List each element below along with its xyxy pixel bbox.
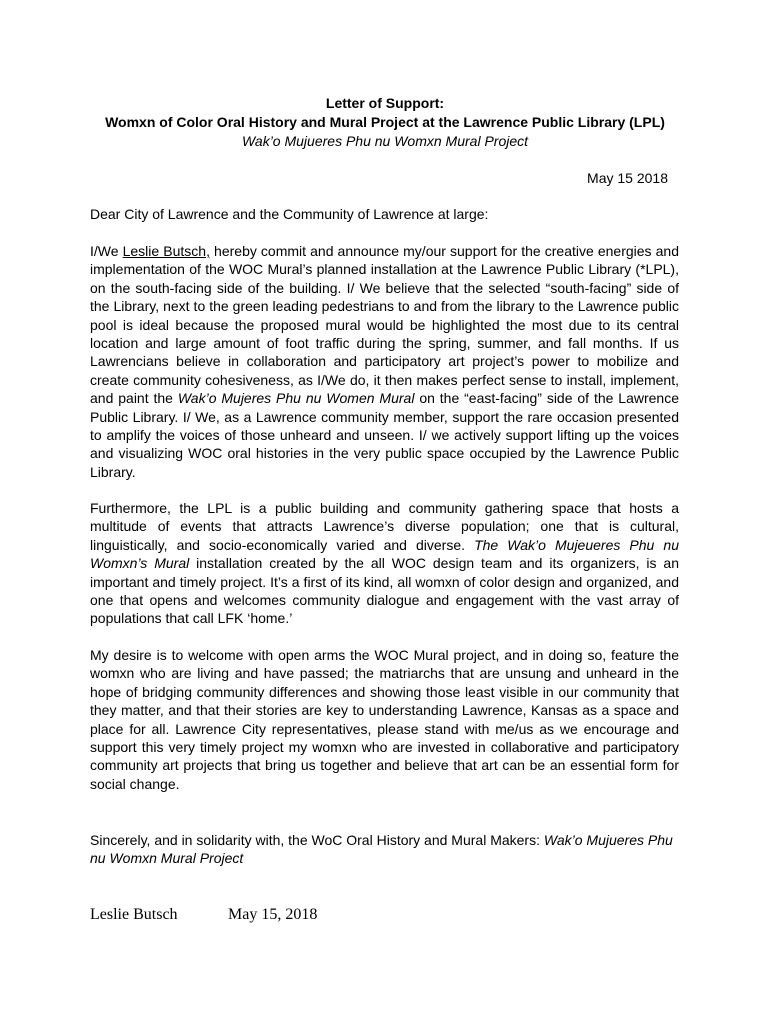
letter-date: May 15 2018 xyxy=(587,170,668,186)
letter-heading: Letter of Support: xyxy=(325,95,445,111)
paragraph-furthermore-text-1: Furthermore, the LPL is a public building and community gathering space that hosts a multitude of events that attracts Lawrence’s diverse population; one that is cultural, linguistically, and socio-economically varied and diverse. xyxy=(90,500,679,553)
closing-text: Sincerely, and in solidarity with, the WoC Oral History and Mural Makers: xyxy=(90,832,544,848)
mural-name-italic-2: The Wak’o Mujeueres Phu nu Womxn’s Mural xyxy=(90,536,679,572)
signature-name: Leslie Butsch xyxy=(90,906,178,923)
closing-project-name: Wak’o Mujueres Phu nu Womxn Mural Project xyxy=(90,832,673,867)
signature-date: May 15, 2018 xyxy=(228,906,318,923)
signature-line xyxy=(90,903,690,927)
paragraph-furthermore xyxy=(90,499,679,628)
paragraph-furthermore-text-2: installation created by the all WOC design team and its organizers, is an important and timely project. It’s a first of its kind, all womxn of color design and organized, and one that opens and welcomes community dialogue and engagement with the vast array of populations that call LFK ‘home.’ xyxy=(90,555,680,627)
salutation: Dear City of Lawrence and the Community of Lawrence at large: xyxy=(90,206,489,222)
closing xyxy=(90,831,679,868)
signer-name-underlined: Leslie Butsch, xyxy=(122,243,210,259)
paragraph-support-text-3: on the “east-facing” side of the Lawrence Public Library. I/ We, as a Lawrence community member, support the rare occasion presented to amplify the voices of those unheard and unseen. I/ we actively support lifting up the voices and visualizing WOC oral histories in the very public space occupied by the Lawrence Public Library. xyxy=(90,390,680,480)
project-title: Womxn of Color Oral History and Mural Project at the Lawrence Public Library (LPL) xyxy=(105,114,665,130)
paragraph-support xyxy=(90,242,679,481)
mural-name-italic: Wak’o Mujeres Phu nu Women Mural xyxy=(177,390,415,407)
paragraph-desire: My desire is to welcome with open arms the WOC Mural project, and in doing so, feature the womxn who are living and have passed; the matriarchs that are unsung and unheard in the hope of bridging community differences and showing those least visible in our community that they matter, and that their stories are key to understanding Lawrence, Kansas as a space and place for all. Lawrence City representatives, please stand with me/us as we encourage and support this very timely project my womxn who are invested in collaborative and participatory community art projects that bring us together and believe that art can be an essential form for social change. xyxy=(90,647,679,792)
paragraph-support-text-1: I/We xyxy=(90,243,123,259)
project-subtitle: Wak’o Mujueres Phu nu Womxn Mural Project xyxy=(241,133,529,149)
paragraph-support-text-2: hereby commit and announce my/our support for the creative energies and implementation of the WOC Mural’s planned installation at the Lawrence Public Library (*LPL), on the south-facing side of the building. I/ We believe that the selected “south-facing” side of the Library, next to the green leading pedestrians to and from the library to the Lawrence public pool is ideal because the proposed mural would be highlighted the most due to its central location and large amount of foot traffic during the spring, summer, and fall months. If us Lawrencians believe in collaboration and participatory art project’s power to mobilize and create community cohesiveness, as I/We do, it then makes perfect sense to install, implement, and paint the xyxy=(90,243,679,407)
